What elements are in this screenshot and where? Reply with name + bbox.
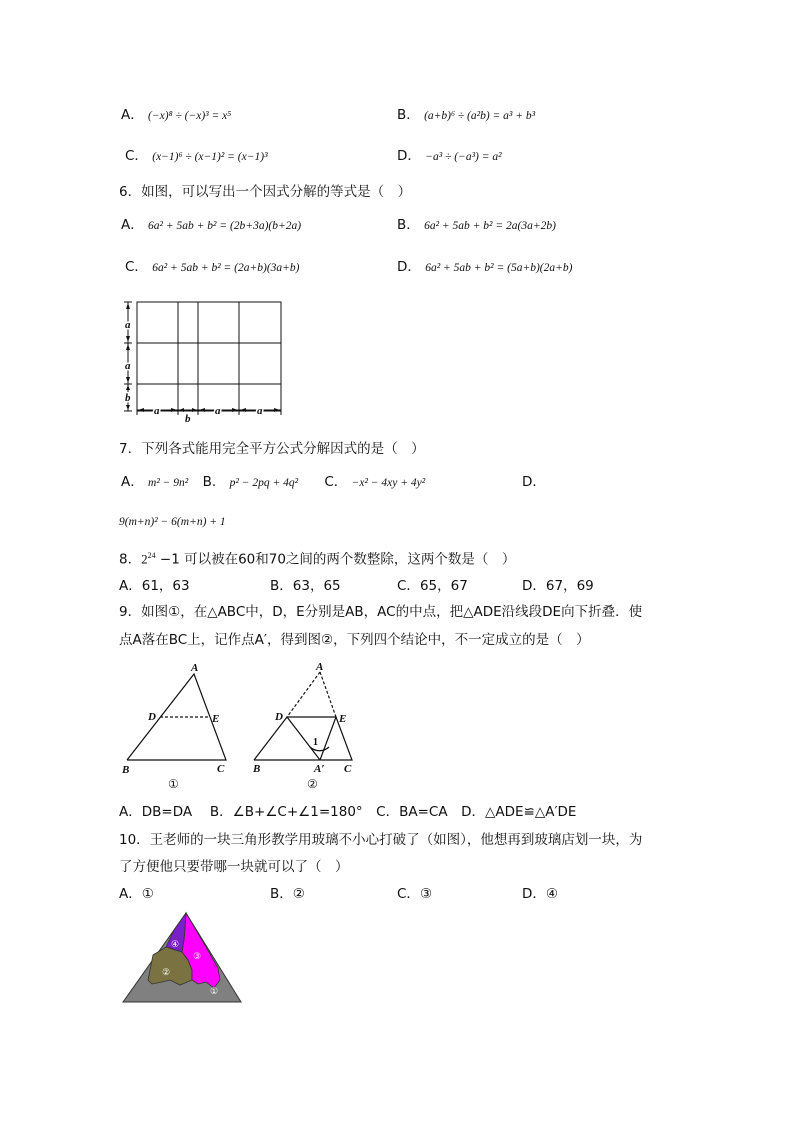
q6-label-b-bottom: b (185, 413, 191, 425)
q5-c-expr: (x−1)⁶ ÷ (x−1)² = (x−1)³ (152, 151, 268, 163)
q6-label-a-bottom3: a (257, 405, 263, 417)
q7-b-label: B． (202, 474, 226, 490)
q8-option-c (397, 580, 468, 594)
q6-label-a-bottom1: a (154, 405, 160, 417)
q6-d-expr: 6a² + 5ab + b² = (5a+b)(2a+b) (425, 262, 573, 274)
q6-option-a (121, 219, 301, 233)
q7-a-label: A． (121, 474, 144, 490)
q8-c-text: 65，67 (419, 578, 468, 594)
q8-stem (119, 552, 515, 567)
q6-rectangle-figure (120, 298, 290, 423)
glass-label-2: ② (162, 967, 171, 977)
q6-a-expr: 6a² + 5ab + b² = (2b+3a)(b+2a) (148, 220, 302, 232)
q7-a-expr: m² − 9n² (148, 477, 189, 489)
q5-option-b (397, 109, 535, 123)
q10-c-text: ③ (419, 886, 433, 902)
q7-options-row (121, 476, 425, 490)
q6-d-label: D． (397, 259, 421, 275)
fig2-label-e: E (339, 713, 347, 725)
q6-label-a-bottom2: a (215, 405, 221, 417)
fig2-label-d: D (275, 711, 283, 723)
q6-option-c (125, 261, 300, 275)
q8-d-label: D． (522, 578, 546, 594)
q8-b-label: B． (270, 578, 293, 594)
q10-d-label: D． (522, 886, 546, 902)
q6-b-expr: 6a² + 5ab + b² = 2a(3a+2b) (424, 220, 556, 232)
fig2-caption: ② (307, 777, 318, 791)
q6-stem: 6．如图，可以写出一个因式分解的等式是（ ） (119, 184, 412, 200)
q8-d-text: 67，69 (545, 578, 594, 594)
q7-b-expr: p² − 2pq + 4q² (229, 477, 299, 489)
q7-c-label: C． (324, 474, 348, 490)
q7-d-label: D． (522, 474, 546, 490)
q5-c-label: C． (125, 148, 148, 164)
q5-d-expr: −a³ ÷ (−a³) = a² (425, 151, 502, 163)
q6-option-d (397, 261, 572, 275)
q10-option-c (397, 888, 432, 902)
q5-option-d (397, 150, 502, 164)
q7-c-expr: −x² − 4xy + 4y² (351, 477, 426, 489)
q8-c-label: C． (397, 578, 420, 594)
fig1-caption: ① (168, 777, 179, 791)
fig2-label-a: A (316, 661, 324, 673)
q10-d-text: ④ (545, 886, 559, 902)
fig2-label-a-prime: A′ (314, 763, 325, 775)
q6-option-b (397, 219, 556, 233)
q6-c-label: C． (125, 259, 148, 275)
q9-figure-1 (118, 660, 238, 790)
fig1-label-c: C (217, 763, 225, 775)
fig1-label-a: A (191, 662, 199, 674)
fig1-label-d: D (148, 711, 156, 723)
q10-a-label: A． (119, 886, 142, 902)
q8-stem-prefix: 8． (119, 551, 142, 568)
q7-d-expr: 9(m+n)² − 6(m+n) + 1 (119, 516, 226, 528)
q8-stem-rest: −1 可以被在60和70之间的两个数整除，这两个数是（ ） (155, 551, 516, 568)
fig1-label-e: E (212, 713, 220, 725)
fig2-angle-1: 1 (313, 737, 318, 748)
q6-b-label: B． (397, 217, 420, 233)
q5-option-a (121, 109, 231, 123)
q9-options: A．DB=DA B．∠B+∠C+∠1=180° C．BA=CA D．△ADE≌△A′DE (119, 804, 577, 820)
glass-label-4: ④ (171, 939, 180, 949)
q10-a-text: ① (141, 886, 154, 902)
q6-label-b-left: b (125, 392, 131, 404)
glass-label-3: ③ (193, 951, 202, 961)
q7-stem: 7．下列各式能用完全平方公式分解因式的是（ ） (119, 441, 425, 457)
q5-option-c (125, 150, 268, 164)
fig1-label-b: B (122, 764, 130, 776)
q5-b-expr: (a+b)⁶ ÷ (a²b) = a³ + b³ (424, 110, 536, 122)
glass-label-1: ① (210, 986, 219, 996)
q8-a-text: 61，63 (141, 578, 190, 594)
q8-option-b (270, 580, 341, 594)
q9-figure-2 (250, 660, 380, 790)
q5-a-expr: (−x)⁸ ÷ (−x)³ = x⁵ (148, 110, 232, 122)
q10-b-label: B． (270, 886, 293, 902)
q8-option-a (119, 580, 190, 594)
q10-stem-line2: 了方便他只要带哪一块就可以了（ ） (119, 859, 349, 875)
q10-option-a (119, 888, 154, 902)
q6-label-a-left1: a (125, 319, 131, 331)
q10-b-text: ② (292, 886, 305, 902)
q8-b-text: 63，65 (292, 578, 341, 594)
q8-power-base: 2 (141, 551, 148, 567)
fig2-label-b: B (253, 763, 261, 775)
q8-power-exponent: 24 (147, 551, 156, 560)
fig2-label-c: C (344, 763, 352, 775)
q5-b-label: B． (397, 107, 420, 123)
q6-c-expr: 6a² + 5ab + b² = (2a+b)(3a+b) (152, 262, 300, 274)
q6-a-label: A． (121, 217, 144, 233)
q9-stem-line1: 9．如图①，在△ABC中，D，E分别是AB，AC的中点，把△ADE沿线段DE向下折叠．使 (119, 604, 643, 620)
q8-option-d (522, 580, 594, 594)
q5-a-label: A． (121, 107, 144, 123)
q6-label-a-left2: a (125, 360, 131, 372)
q10-c-label: C． (397, 886, 420, 902)
q10-option-b (270, 888, 305, 902)
q5-d-label: D． (397, 148, 421, 164)
q10-stem-line1: 10．王老师的一块三角形教学用玻璃不小心打破了（如图），他想再到玻璃店划一块，为 (119, 832, 643, 848)
q10-broken-glass-figure (120, 910, 245, 1005)
q8-a-label: A． (119, 578, 142, 594)
q9-stem-line2: 点A落在BC上，记作点A′，得到图②，下列四个结论中，不一定成立的是（ ） (119, 632, 590, 648)
q10-option-d (522, 888, 558, 902)
